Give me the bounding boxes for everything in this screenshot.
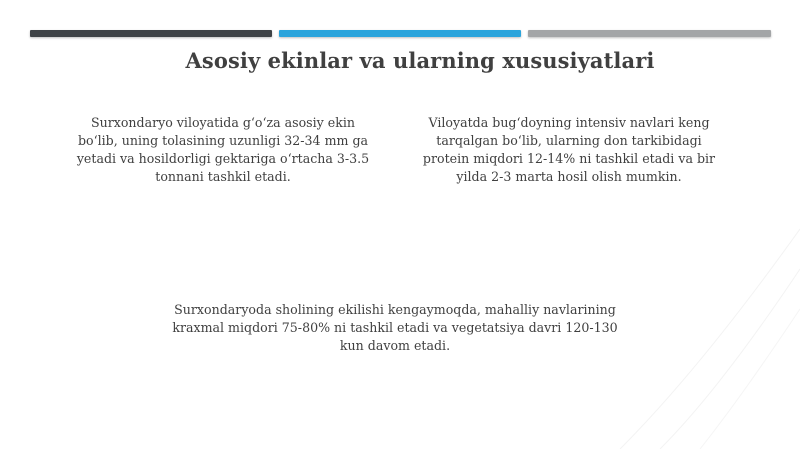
text-line: Surxondaryo viloyatida gʻoʻza asosiy ekin [90, 115, 356, 130]
text-block-wheat [404, 114, 734, 186]
header-bar-gray [528, 30, 771, 37]
text-block-cotton [50, 114, 396, 186]
text-line: Viloyatda bugʻdoyning intensiv navlari keng [428, 115, 710, 130]
text-line: kraxmal miqdori 75-80% ni tashkil etadi va vegetatsiya davri 120-130 [172, 320, 618, 335]
text-line: boʻlib, uning tolasining uzunligi 32-34 mm ga [77, 133, 369, 148]
text-line: tarqalgan boʻlib, ularning don tarkibidagi [436, 133, 702, 148]
slide-title: Asosiy ekinlar va ularning xususiyatlari [185, 48, 655, 73]
text-line: kun davom etadi. [339, 338, 451, 353]
text-line: yetadi va hosildorligi gektariga oʻrtacha 3-3.5 [76, 151, 370, 166]
header-bar-blue [279, 30, 521, 37]
header-bar-dark [30, 30, 272, 37]
text-line: tonnani tashkil etadi. [155, 169, 291, 184]
text-line: protein miqdori 12-14% ni tashkil etadi va bir [422, 151, 716, 166]
text-line: yilda 2-3 marta hosil olish mumkin. [456, 169, 682, 184]
text-line: Surxondaryoda sholining ekilishi kengaymoqda, mahalliy navlarining [174, 302, 616, 317]
text-block-rice [140, 301, 650, 355]
